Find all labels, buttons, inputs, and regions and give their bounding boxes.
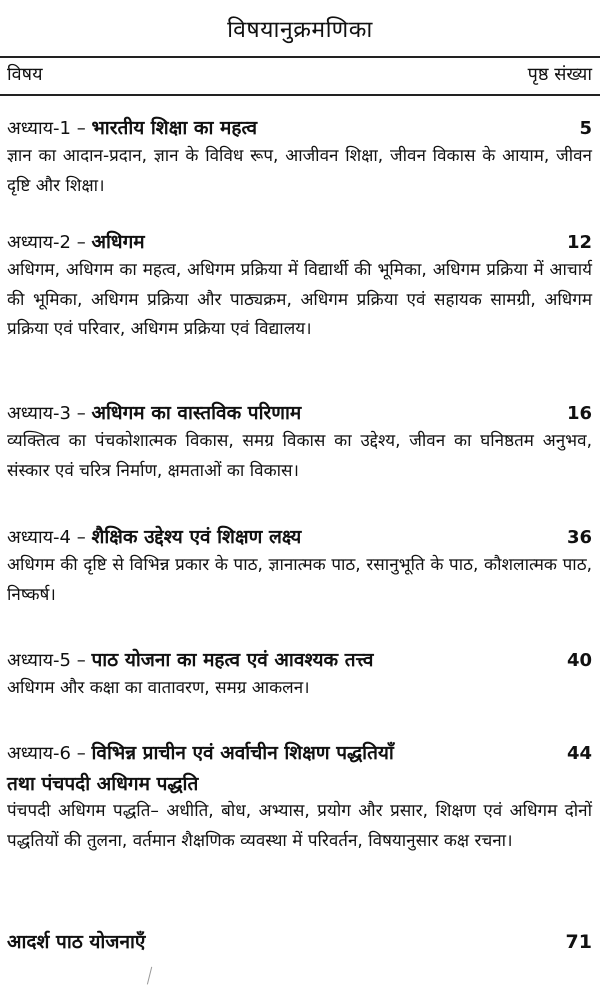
chapter-title: शैक्षिक उद्देश्य एवं शिक्षण लक्ष्य bbox=[91, 526, 302, 548]
chapter-title: पाठ योजना का महत्व एवं आवश्यक तत्त्व bbox=[91, 649, 374, 671]
model-lesson-plans-entry bbox=[7, 928, 592, 954]
chapter-page-number: 12 bbox=[566, 232, 592, 253]
chapter-prefix: अध्याय-1 – bbox=[7, 118, 92, 139]
chapter-entry-2 bbox=[7, 227, 592, 345]
chapter-prefix: अध्याय-4 – bbox=[7, 527, 92, 548]
chapter-title: अधिगम bbox=[91, 231, 145, 253]
chapter-entry-3 bbox=[7, 398, 592, 486]
chapter-title: विभिन्न प्राचीन एवं अर्वाचीन शिक्षण पद्धतियाँ bbox=[91, 742, 394, 764]
scan-mark bbox=[147, 967, 155, 985]
chapter-description: अधिगम की दृष्टि से विभिन्न प्रकार के पाठ, ज्ञानात्मक पाठ, रसानुभूति के पाठ, कौशलात्मक पाठ, निष्कर्ष। bbox=[7, 555, 592, 605]
chapter-description: ज्ञान का आदान-प्रदान, ज्ञान के विविध रूप, आजीवन शिक्षा, जीवन विकास के आयाम, जीवन दृष्टि और शिक्षा। bbox=[7, 146, 592, 196]
chapter-description: पंचपदी अधिगम पद्धति– अधीति, बोध, अभ्यास, प्रयोग और प्रसार, शिक्षण एवं अधिगम दोनों पद्धतियों की तुलना, वर्तमान शैक्षणिक व्यवस्था में परिवर्तन, विषयानुसार कक्ष रचना। bbox=[7, 801, 592, 851]
chapter-page-number: 5 bbox=[579, 118, 592, 139]
chapter-entry-6 bbox=[7, 738, 592, 856]
chapter-page-number: 40 bbox=[566, 650, 592, 671]
top-rule bbox=[0, 56, 600, 58]
subject-column-label: विषय bbox=[7, 64, 43, 85]
header-rule bbox=[0, 94, 600, 96]
chapter-title: अधिगम का वास्तविक परिणाम bbox=[91, 402, 302, 424]
column-header bbox=[7, 62, 592, 86]
chapter-prefix: अध्याय-5 – bbox=[7, 650, 92, 671]
chapter-prefix: अध्याय-3 – bbox=[7, 403, 92, 424]
entry-title: आदर्श पाठ योजनाएँ bbox=[7, 931, 146, 953]
chapter-description: व्यक्तित्व का पंचकोशात्मक विकास, समग्र विकास का उद्देश्य, जीवन का घनिष्ठतम अनुभव, संस्कार एवं चरित्र निर्माण, क्षमताओं का विकास। bbox=[7, 431, 592, 481]
chapter-entry-5 bbox=[7, 645, 592, 704]
chapter-entry-1 bbox=[7, 113, 592, 201]
chapter-prefix: अध्याय-2 – bbox=[7, 232, 92, 253]
chapter-page-number: 36 bbox=[566, 527, 592, 548]
page-title: विषयानुक्रमणिका bbox=[227, 17, 373, 43]
chapter-description: अधिगम, अधिगम का महत्व, अधिगम प्रक्रिया में विद्यार्थी की भूमिका, अधिगम प्रक्रिया में आचार्य की भूमिका, अधिगम प्रक्रिया और पाठ्यक्रम, अधिगम प्रक्रिया एवं सहायक सामग्री, अधिगम प्रक्रिया एवं परिवार, अधिगम प्रक्रिया एवं विद्यालय। bbox=[7, 260, 592, 339]
chapter-entry-4 bbox=[7, 522, 592, 610]
chapter-title: भारतीय शिक्षा का महत्व bbox=[91, 117, 258, 139]
chapter-title-continued: तथा पंचपदी अधिगम पद्धति bbox=[7, 773, 199, 795]
entry-page-number: 71 bbox=[565, 931, 592, 953]
page-column-label: पृष्ठ संख्या bbox=[527, 64, 592, 85]
chapter-prefix: अध्याय-6 – bbox=[7, 743, 92, 764]
chapter-page-number: 44 bbox=[566, 743, 592, 764]
chapter-description: अधिगम और कक्षा का वातावरण, समग्र आकलन। bbox=[7, 678, 310, 698]
chapter-page-number: 16 bbox=[566, 403, 592, 424]
